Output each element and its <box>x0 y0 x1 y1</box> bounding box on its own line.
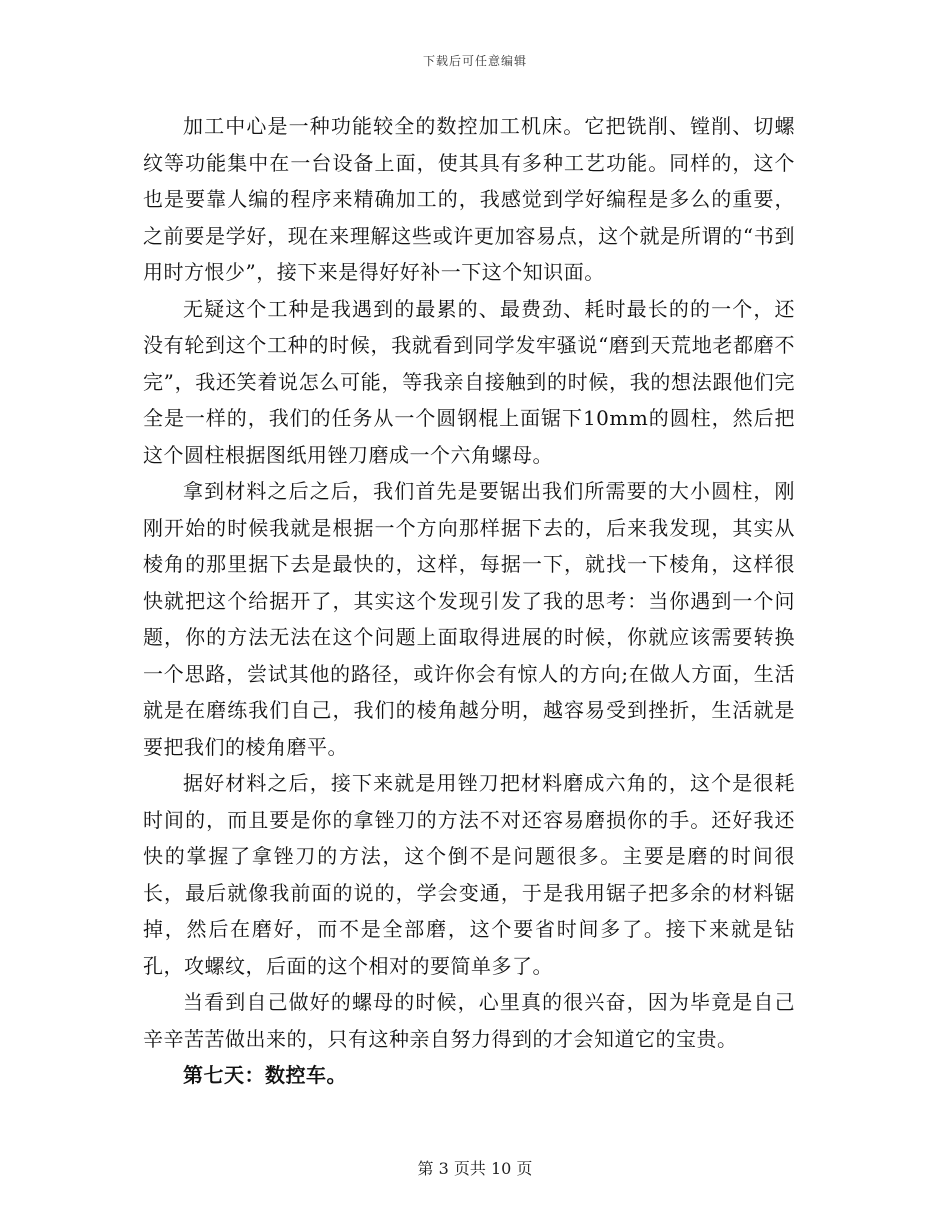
paragraph-sawing: 拿到材料之后之后，我们首先是要锯出我们所需要的大小圆柱，刚刚开始的时候我就是根据一个方向那样据下去的，后来我发现，其实从棱角的那里据下去是最快的，这样，每据一下，就找一下棱角，这样很快就把这个给据开了，其实这个发现引发了我的思考：当你遇到一个问题，你的方法无法在这个问题上面取得进展的时候，你就应该需要转换一个思路，尝试其他的路径，或许你会有惊人的方向;在做人方面，生活就是在磨练我们自己，我们的棱角越分明，越容易受到挫折，生活就是要把我们的棱角磨平。 <box>143 479 795 759</box>
paragraph-fitter-work: 无疑这个工种是我遇到的最累的、最费劲、耗时最长的的一个，还没有轮到这个工种的时候，我就看到同学发牢骚说“磨到天荒地老都磨不完”，我还笑着说怎么可能，等我亲自接触到的时候，我的想法跟他们完全是一样的，我们的任务从一个圆钢棍上面锯下10mm的圆柱，然后把这个圆柱根据图纸用锉刀磨成一个六角螺母。 <box>143 296 795 467</box>
paragraph-machining-center: 加工中心是一种功能较全的数控加工机床。它把铣削、镗削、切螺纹等功能集中在一台设备上面，使其具有多种工艺功能。同样的，这个也是要靠人编的程序来精确加工的，我感觉到学好编程是多么的重要，之前要是学好，现在来理解这些或许更加容易点，这个就是所谓的“书到用时方恨少”，接下来是得好好补一下这个知识面。 <box>143 114 795 284</box>
section-heading-day-seven: 第七天：数控车。 <box>183 1063 347 1087</box>
page-header: 下载后可任意编辑 <box>422 54 527 68</box>
paragraph-filing: 据好材料之后，接下来就是用锉刀把材料磨成六角的，这个是很耗时间的，而且要是你的拿锉刀的方法不对还容易磨损你的手。还好我还快的掌握了拿锉刀的方法，这个倒不是问题很多。主要是磨的时间很长，最后就像我前面的说的，学会变通，于是我用锯子把多余的材料锯掉，然后在磨好，而不是全部磨，这个要省时间多了。接下来就是钻孔，攻螺纹，后面的这个相对的要简单多了。 <box>143 771 795 978</box>
paragraph-finished-nut: 当看到自己做好的螺母的时候，心里真的很兴奋，因为毕竟是自己辛辛苦苦做出来的，只有这种亲自努力得到的才会知道它的宝贵。 <box>143 990 795 1051</box>
page-footer: 第 3 页共 10 页 <box>417 1159 533 1178</box>
document-body <box>143 108 795 1094</box>
